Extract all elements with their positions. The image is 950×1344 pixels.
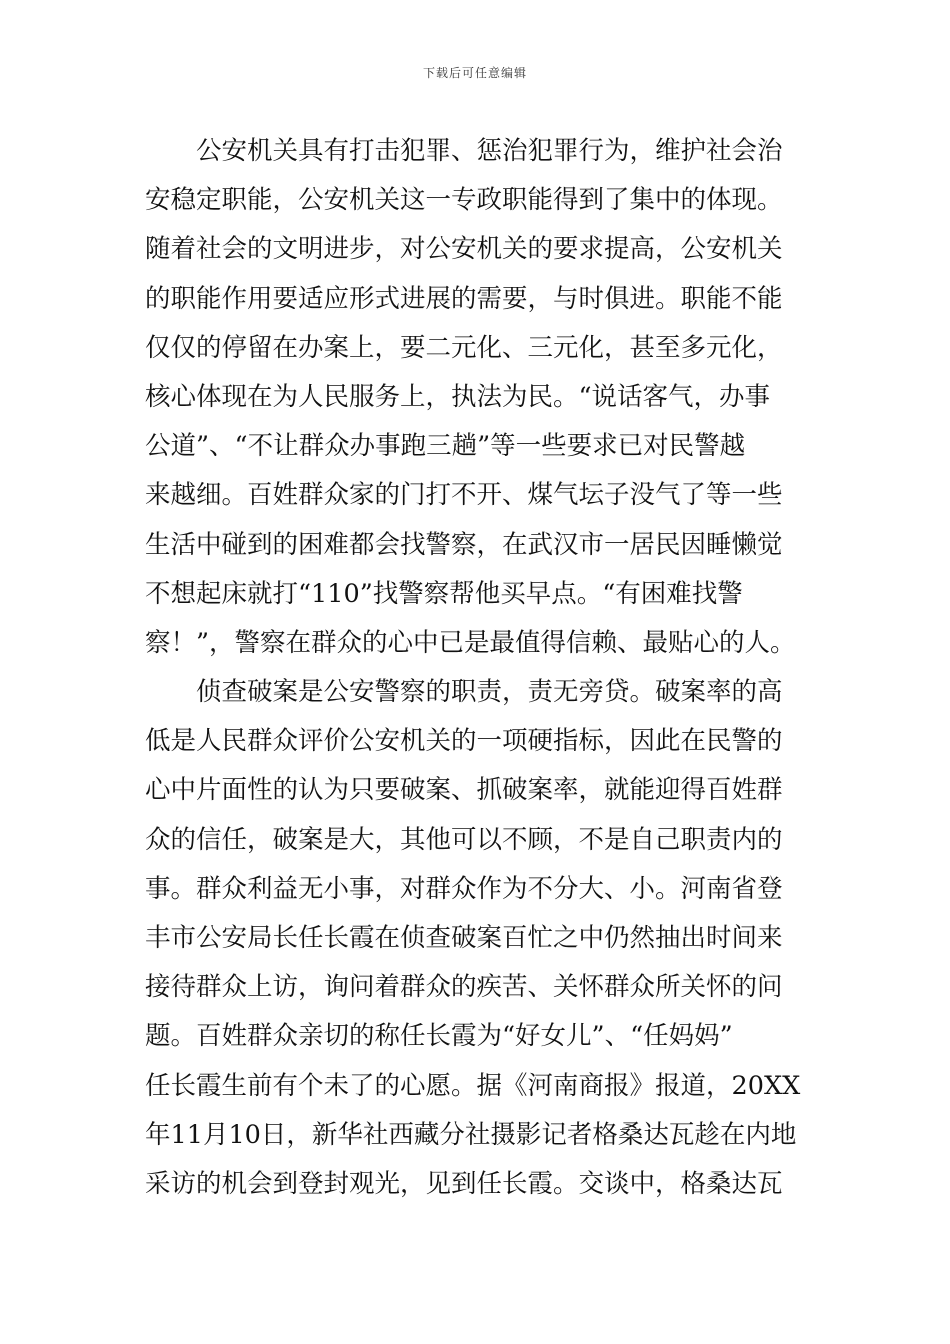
text-line: 丰市公安局长任长霞在侦查破案百忙之中仍然抽出时间来	[145, 923, 783, 953]
text-line: 低是人民群众评价公安机关的一项硬指标，因此在民警的	[145, 726, 783, 757]
body-text	[145, 127, 810, 1209]
paragraph-first-line: 公安机关具有打击犯罪、惩治犯罪行为，维护社会治	[196, 136, 783, 166]
text-line: 接待群众上访，询问着群众的疾苦、关怀群众所关怀的问	[145, 972, 783, 1003]
text-line: 年11月10日，新华社西藏分社摄影记者格桑达瓦趁在内地	[145, 1119, 797, 1150]
text-line: 任长霞生前有个未了的心愿。据《河南商报》报道，20XX	[145, 1070, 801, 1101]
text-line: 察！”，警察在群众的心中已是最值得信赖、最贴心的人。	[145, 627, 796, 658]
text-line: 题。百姓群众亲切的称任长霞为“好女儿”、“任妈妈”	[145, 1021, 733, 1052]
text-line: 公道”、“不让群众办事跑三趟”等一些要求已对民警越	[145, 431, 746, 462]
paragraph-first-line: 侦查破案是公安警察的职责，责无旁贷。破案率的高	[196, 677, 783, 708]
text-line: 生活中碰到的困难都会找警察，在武汉市一居民因睡懒觉	[145, 529, 783, 560]
text-line: 的职能作用要适应形式进展的需要，与时俱进。职能不能	[145, 283, 783, 314]
text-line: 核心体现在为人民服务上，执法为民。“说话客气，办事	[145, 381, 771, 412]
text-line: 众的信任，破案是大，其他可以不顾，不是自己职责内的	[145, 824, 783, 855]
text-line: 不想起床就打“110”找警察帮他买早点。“有困难找警	[145, 578, 743, 609]
text-line: 事。群众利益无小事，对群众作为不分大、小。河南省登	[145, 873, 783, 904]
text-line: 来越细。百姓群众家的门打不开、煤气坛子没气了等一些	[145, 480, 783, 511]
text-line: 采访的机会到登封观光，见到任长霞。交谈中，格桑达瓦	[145, 1168, 783, 1199]
page-header: 下载后可任意编辑	[422, 66, 527, 80]
text-line: 随着社会的文明进步，对公安机关的要求提高，公安机关	[145, 234, 783, 265]
text-line: 安稳定职能，公安机关这一专政职能得到了集中的体现。	[145, 185, 783, 216]
text-line: 仅仅的停留在办案上，要二元化、三元化，甚至多元化，	[145, 332, 783, 363]
text-line: 心中片面性的认为只要破案、抓破案率，就能迎得百姓群	[145, 775, 783, 806]
